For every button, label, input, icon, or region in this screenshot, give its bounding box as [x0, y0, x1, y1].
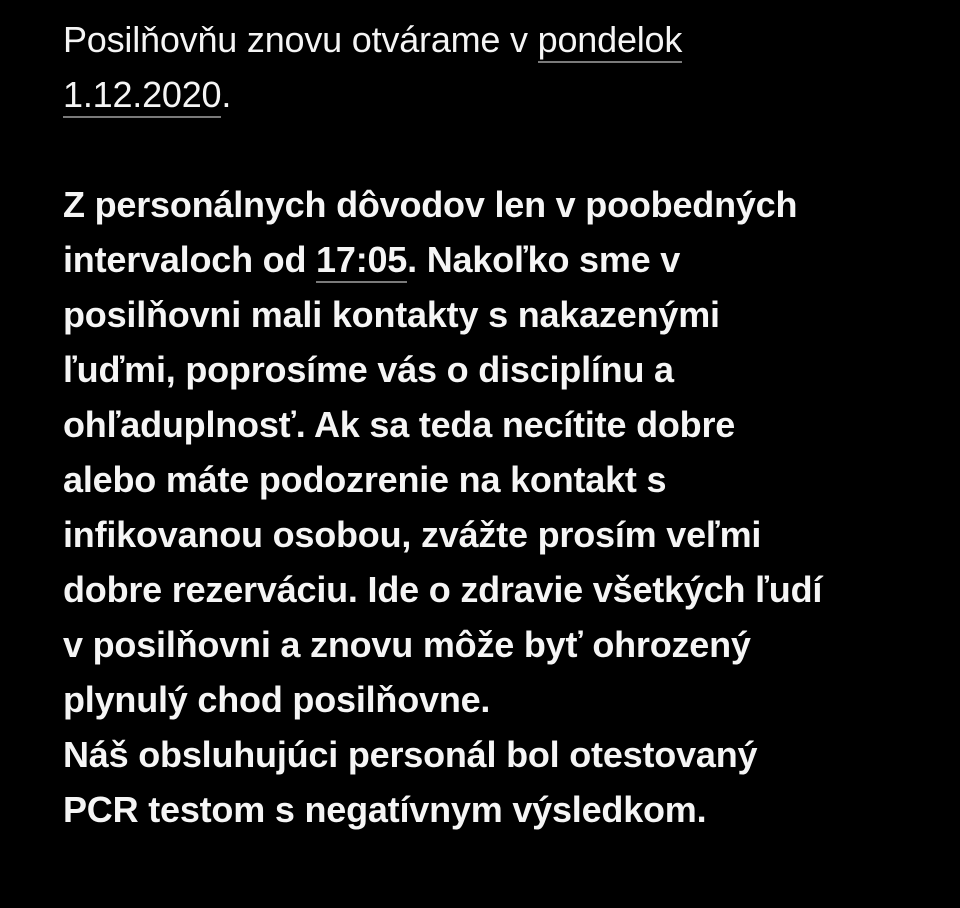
intro-prefix: Posilňovňu znovu otvárame v: [63, 19, 538, 60]
time-link[interactable]: 17:05: [316, 239, 407, 283]
body-line-1: Z personálnych dôvodov len v poobedných: [63, 184, 798, 225]
interval-suffix: . Nakoľko sme v: [407, 239, 681, 280]
intro-line-2: [63, 67, 943, 122]
date-link[interactable]: 1.12.2020: [63, 74, 221, 118]
body-line-10: plynulý chod posilňovne.: [63, 679, 491, 720]
body-line-5: ohľaduplnosť. Ak sa teda necítite dobre: [63, 404, 736, 445]
body-line-6: alebo máte podozrenie na kontakt s: [63, 459, 667, 500]
body-line-11: Náš obsluhujúci personál bol otestovaný: [63, 734, 758, 775]
date-word-link[interactable]: pondelok: [538, 19, 683, 63]
intro-line-1: [63, 12, 943, 67]
intro-suffix: .: [221, 74, 232, 115]
body-line-7: infikovanou osobou, zvážte prosím veľmi: [63, 514, 762, 555]
body-line-8: dobre rezerváciu. Ide o zdravie všetkých ľudí: [63, 569, 823, 610]
paragraph-gap: [63, 122, 943, 177]
body-line-9: v posilňovni a znovu môže byť ohrozený: [63, 624, 751, 665]
interval-prefix: intervaloch od: [63, 239, 317, 280]
body-line-12: PCR testom s negatívnym výsledkom.: [63, 789, 707, 830]
note-text: [63, 12, 943, 837]
body-line-4: ľuďmi, poprosíme vás o disciplínu a: [63, 349, 674, 390]
body-line-3: posilňovni mali kontakty s nakazenými: [63, 294, 720, 335]
body-line-interval: [63, 232, 943, 287]
